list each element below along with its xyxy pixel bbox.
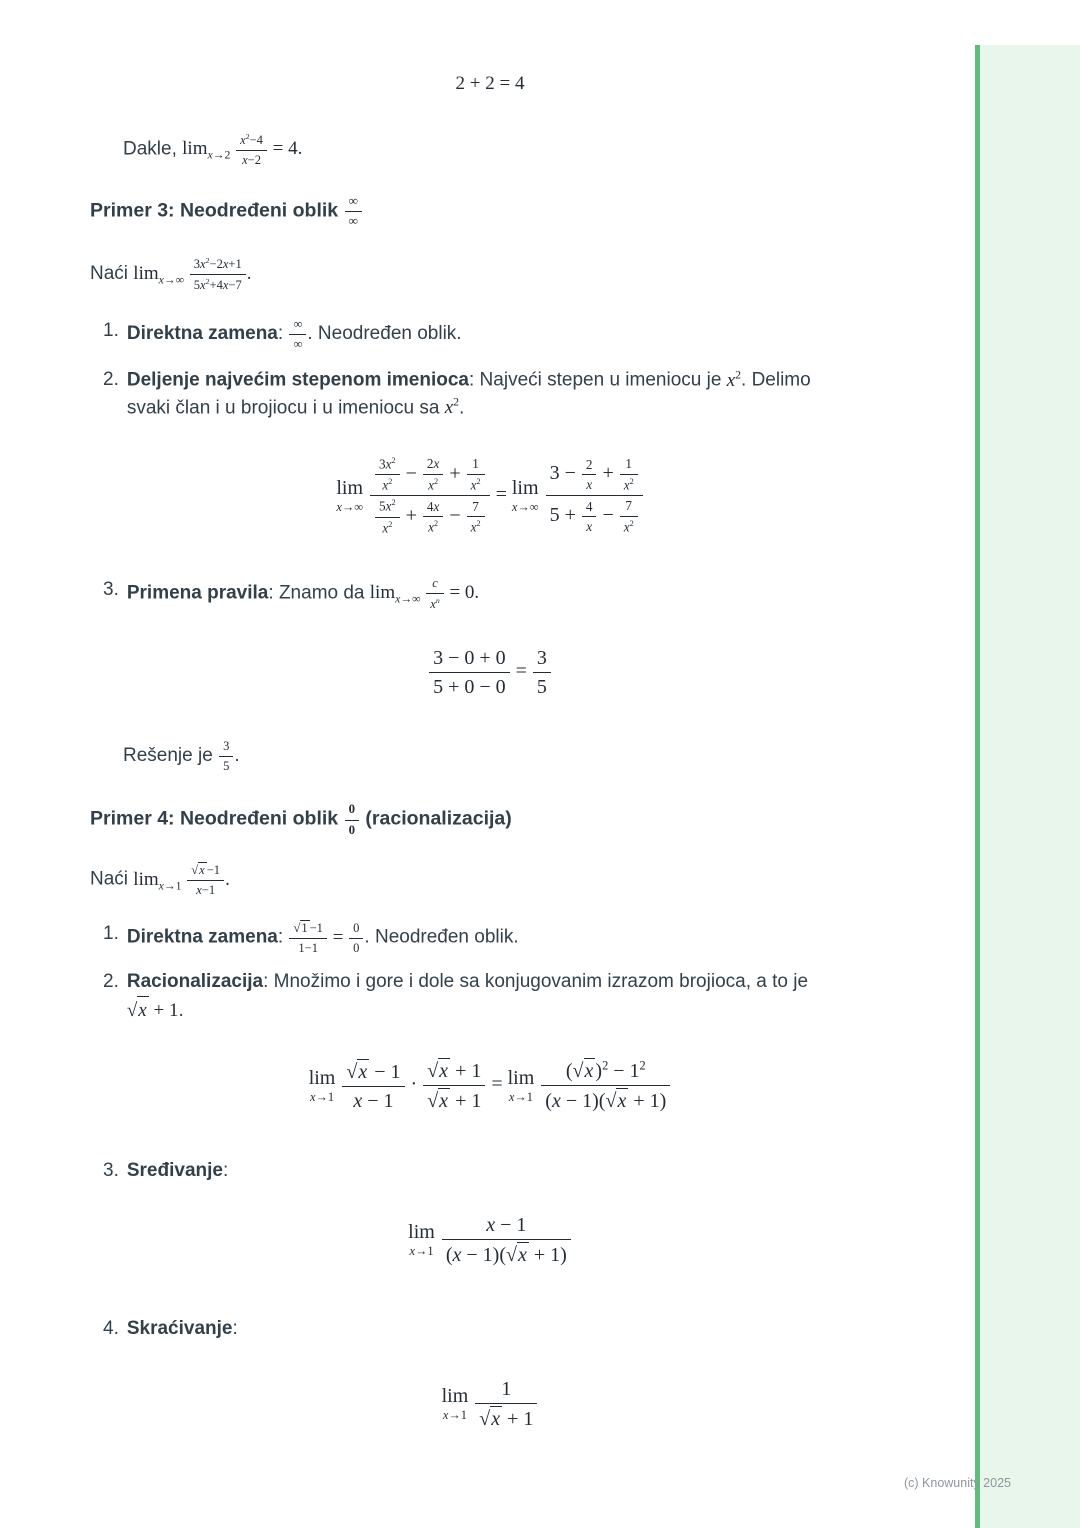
radical-icon: √ bbox=[126, 999, 138, 1021]
fraction: $\frac{x - 1}{(x - 1)(√x + 1)}$ bbox=[442, 1213, 571, 1267]
limit-operator-inline: $\lim_{x\to 2}$ bbox=[182, 138, 231, 162]
radical-icon: √ bbox=[506, 1243, 517, 1266]
fraction: $\frac{3x^2-2x+1}{5x^2+4x-7}$ bbox=[190, 256, 246, 293]
limit-operator: lim x→1 bbox=[408, 1221, 435, 1259]
equation-rationalization: lim x→1 $\frac{√x - 1}{x - 1}$ · $\frac{√x + 1}{√x + 1}$ = lim x→1 $\frac{(√x )^2 - 1^2}{(x - 1)(√x + 1)}$ bbox=[90, 1058, 890, 1113]
radical-icon: √ bbox=[427, 1060, 439, 1083]
list-item-p4-2 bbox=[90, 968, 890, 1024]
paragraph-naci-3: Naći $\lim_{x\to\infty}$ $\frac{3x^2-2x+1}{5x^2+4x-7}$ . bbox=[90, 255, 252, 293]
paragraph-dakle: Dakle, $\lim_{x\to 2}$ $\frac{x^2-4}{x-2}$ = 4. bbox=[123, 131, 303, 167]
list-marker: 4. bbox=[103, 1317, 119, 1339]
list-item-p4-3 bbox=[90, 1157, 890, 1185]
limit-operator: lim x→∞ bbox=[511, 477, 539, 515]
heading-primer-4: Primer 4: Neodređeni oblik $\frac{0}{0}$ (racionalizacija) bbox=[90, 802, 512, 837]
fraction: $\frac{2}{x}$ bbox=[582, 457, 597, 494]
fraction: $\frac{√1 -1}{1-1}$ bbox=[289, 920, 327, 956]
square-root: √x bbox=[572, 1060, 594, 1083]
square-root: √x bbox=[191, 863, 205, 878]
list-item-text: Sređivanje: bbox=[126, 1160, 229, 1182]
fraction: $\frac{c}{x^n}$ bbox=[426, 576, 443, 612]
list-marker: 3. bbox=[103, 1160, 119, 1182]
fraction: 3 − $\frac{2}{x}$ + $\frac{1}{x^2}$ 5 + $\frac{4}{x}$ − $\frac{7}{x^2}$ bbox=[546, 456, 643, 535]
fraction: $\frac{0}{0}$ bbox=[349, 921, 363, 956]
fraction: $\frac{√x - 1}{x - 1}$ bbox=[342, 1059, 404, 1113]
limit-operator: lim x→1 bbox=[507, 1067, 535, 1105]
radical-icon: √ bbox=[427, 1090, 439, 1113]
fraction: $\frac{x^2-4}{x-2}$ bbox=[236, 132, 267, 168]
equation-limit-value: $\frac{3 - 0 + 0}{5 + 0 - 0}$ = $\frac{3}{5}$ bbox=[90, 646, 890, 699]
fraction: $\frac{√x + 1}{√x + 1}$ bbox=[423, 1058, 485, 1113]
square-root: √x bbox=[427, 1090, 449, 1113]
limit-operator-inline: $\lim_{x\to\infty}$ bbox=[133, 262, 185, 287]
list-marker: 3. bbox=[103, 578, 119, 600]
radical-icon: √ bbox=[572, 1060, 584, 1083]
fraction: $\frac{1}{x^2}$ bbox=[620, 456, 638, 493]
equation-final bbox=[90, 1377, 890, 1431]
list-item-text: Direktna zamena: $\frac{√1 -1}{1-1}$ = $\frac{0}{0}$ . Neodređen oblik. bbox=[126, 920, 519, 956]
fraction: $\frac{7}{x^2}$ bbox=[620, 498, 638, 535]
list-item-text: Primena pravila: Znamo da $\lim_{x\to\infty}$ $\frac{c}{x^n}$ = 0. bbox=[126, 575, 480, 612]
equation-simplified bbox=[90, 1213, 890, 1267]
watermark: (c) Knowunity 2025 bbox=[903, 1476, 1011, 1490]
fraction: $\frac{3x^2}{x^2}$ bbox=[375, 456, 400, 493]
square-root: √x bbox=[605, 1090, 627, 1113]
fraction: $\frac{(√x )^2 - 1^2}{(x - 1)(√x + 1)}$ bbox=[541, 1058, 670, 1113]
fraction: $\frac{2x}{x^2}$ bbox=[423, 456, 443, 493]
list-marker: 2. bbox=[103, 971, 119, 993]
fraction: $\frac{3}{5}$ bbox=[533, 646, 551, 699]
list-item-p4-4 bbox=[90, 1315, 890, 1343]
fraction: $\frac{0}{0}$ bbox=[345, 802, 359, 838]
fraction: $\frac{4}{x}$ bbox=[582, 499, 597, 536]
limit-operator-inline: $\lim_{x\to\infty}$ bbox=[369, 582, 421, 607]
radical-icon: √ bbox=[346, 1060, 358, 1083]
radical-icon: √ bbox=[293, 921, 301, 936]
fraction: $\frac{\infty}{\infty}$ bbox=[345, 194, 362, 230]
list-item-text: Skraćivanje: bbox=[126, 1317, 238, 1339]
fraction: $\frac{4x}{x^2}$ bbox=[423, 499, 443, 536]
list-marker: 2. bbox=[103, 369, 119, 391]
equation-division-by-x2: lim x→∞ $\frac{3x^2}{x^2}$ − $\frac{2x}{x^2}$ + $\frac{1}{x^2}$ $\frac{5x^2}{x^2}$ + $\frac{4x}{x^2}$ − $\frac{7}{x^2}$ = lim x→∞ 3 − $\frac{2}{x}$ + $\frac{1}{x^2}$ 5 + $\frac{4}{x}$ − $\frac{7}{x^2}$ bbox=[90, 456, 890, 536]
paragraph-resenje: Rešenje je $\frac{3}{5}$ . bbox=[123, 739, 240, 774]
limit-operator: lim x→1 bbox=[308, 1067, 336, 1105]
list-item-text: Racionalizacija: Množimo i gore i dole sa konjugovanim izrazom brojioca, a to je √x + 1. bbox=[127, 968, 823, 1024]
list-marker: 1. bbox=[103, 923, 119, 945]
fraction: $\frac{3}{5}$ bbox=[219, 739, 233, 774]
equation-two-plus-two: 2 + 2 = 4 bbox=[455, 73, 525, 94]
list-item-p3-1 bbox=[90, 317, 890, 352]
fraction: $\frac{3 - 0 + 0}{5 + 0 - 0}$ bbox=[429, 646, 510, 699]
limit-operator: lim x→1 bbox=[441, 1384, 469, 1422]
fraction: $\frac{\infty}{\infty}$ bbox=[289, 317, 306, 352]
fraction: $\frac{7}{x^2}$ bbox=[467, 499, 485, 536]
square-root: √x bbox=[506, 1243, 527, 1266]
list-marker: 1. bbox=[103, 320, 119, 342]
radical-icon: √ bbox=[605, 1090, 617, 1113]
square-root: √x bbox=[346, 1060, 368, 1083]
square-root: √x bbox=[427, 1060, 449, 1083]
list-item-p4-1 bbox=[90, 920, 890, 956]
fraction: $\frac{5x^2}{x^2}$ bbox=[375, 498, 400, 535]
square-root: √x bbox=[479, 1407, 501, 1430]
paragraph-naci-4: Naći $\lim_{x\to 1}$ $\frac{√x -1}{x-1}$ . bbox=[90, 863, 230, 898]
heading-primer-3: Primer 3: Neodređeni oblik $\frac{\infty}{\infty}$ bbox=[90, 194, 890, 230]
list-item-p3-3 bbox=[90, 576, 890, 612]
list-item-text: Deljenje najvećim stepenom imenioca: Najveći stepen u imeniocu je $x^2$. Delimo svaki član i u brojiocu i u imeniocu sa $x^2$. bbox=[126, 368, 811, 419]
square-root: √x bbox=[127, 996, 149, 1025]
list-item-text: Direktna zamena: $\frac{\infty}{\infty}$ . Neodređen oblik. bbox=[126, 317, 462, 352]
fraction: $\frac{√x -1}{x-1}$ bbox=[187, 862, 224, 898]
fraction: $\frac{3x^2}{x^2}$ − $\frac{2x}{x^2}$ + $\frac{1}{x^2}$ $\frac{5x^2}{x^2}$ + $\frac{4x}{x^2}$ − $\frac{7}{x^2}$ bbox=[370, 456, 490, 536]
limit-operator: lim x→∞ bbox=[336, 477, 364, 515]
list-item-p3-2 bbox=[90, 366, 890, 422]
radical-icon: √ bbox=[479, 1407, 491, 1430]
fraction: $\frac{1}{x^2}$ bbox=[467, 456, 485, 493]
radical-icon: √ bbox=[191, 863, 199, 878]
fraction: $\frac{1}{√x + 1}$ bbox=[475, 1377, 537, 1431]
square-root: √1 bbox=[293, 921, 308, 936]
limit-operator-inline: $\lim_{x\to 1}$ bbox=[133, 868, 182, 893]
